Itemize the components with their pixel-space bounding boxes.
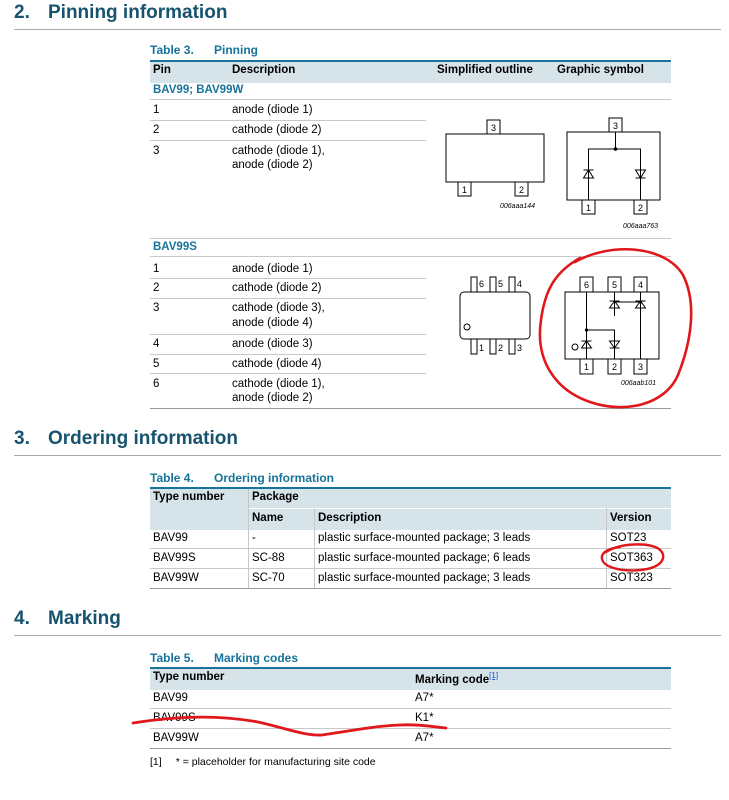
desc-cell: cathode (diode 1), [232,145,325,157]
svg-text:006aaa144: 006aaa144 [500,203,536,210]
svg-text:6: 6 [479,279,485,289]
svg-text:1: 1 [479,343,485,353]
desc-cell: cathode (diode 2) [232,124,322,136]
section-number: 2. [14,2,30,23]
table-3-pinning: Pin Description Simplified outline Graphic symbol BAV99; BAV99W 1 anode (diode 1) 2 cathode (diode 2) 3 cathode (diode 1), anode (diode 2) BAV99S 1 anode (diode 1) 2 cathode (diode 2) 3 cathode (diode 3), anode (diode 4) 4 anode (diode 3) 5 cathode (diode 4) 6 cathode (diode 1), anode (diode 2) [150,60,671,410]
svg-text:3: 3 [612,121,619,131]
table-5-marking: Type number Marking code[1] BAV99 A7* BAV99S K1* BAV99W A7* [150,667,671,749]
pin-cell: 1 [153,104,160,116]
svg-text:2: 2 [637,203,644,213]
section-title: Pinning information [48,2,228,23]
sot23-graphic-symbol [560,115,670,235]
svg-text:2: 2 [611,362,618,372]
svg-text:006aab101: 006aab101 [621,380,657,387]
desc-cell: anode (diode 1) [232,104,313,116]
table-header [150,667,671,690]
table-4-ordering: Type number Package Name Description Version BAV99 - plastic surface-mounted package; 3 leads SOT23 BAV99S SC-88 plastic surface-mounted package; 6 leads SOT363 BAV99W SC-70 plastic surface-mounted package; 3 leads SOT323 [150,487,671,589]
section-divider [14,29,721,30]
svg-text:2: 2 [498,343,504,353]
svg-text:4: 4 [637,280,644,290]
svg-text:1: 1 [585,203,592,213]
svg-text:5: 5 [498,279,504,289]
footnote-link[interactable]: [1] [489,671,499,680]
section-divider [14,635,721,636]
footnote: [1] * = placeholder for manufacturing site code [150,756,376,768]
svg-text:6: 6 [583,280,590,290]
sot363-outline-figure [455,272,540,357]
svg-text:3: 3 [637,362,644,372]
desc-cell: anode (diode 2) [232,159,313,171]
svg-text:2: 2 [518,185,525,195]
svg-text:3: 3 [490,123,497,133]
section-4-heading: 4. Marking [14,608,121,629]
section-divider [14,455,721,456]
svg-text:4: 4 [517,279,523,289]
sot363-graphic-symbol [560,272,670,390]
pin-cell: 2 [153,124,160,136]
svg-text:1: 1 [461,185,468,195]
svg-text:006aaa763: 006aaa763 [623,223,659,230]
section-3-heading: 3. Ordering information [14,428,238,449]
section-2-heading [14,2,227,24]
pin-cell: 3 [153,145,160,157]
svg-text:3: 3 [517,343,523,353]
table-3-caption: Table 3. Pinning [150,43,258,57]
group-label: BAV99; BAV99W [153,84,244,96]
table-5-caption: Table 5. Marking codes [150,651,299,665]
group-label: BAV99S [153,241,197,253]
sot23-outline-figure [440,115,560,215]
table-4-caption: Table 4. Ordering information [150,471,334,485]
svg-text:1: 1 [583,362,590,372]
svg-text:5: 5 [611,280,618,290]
